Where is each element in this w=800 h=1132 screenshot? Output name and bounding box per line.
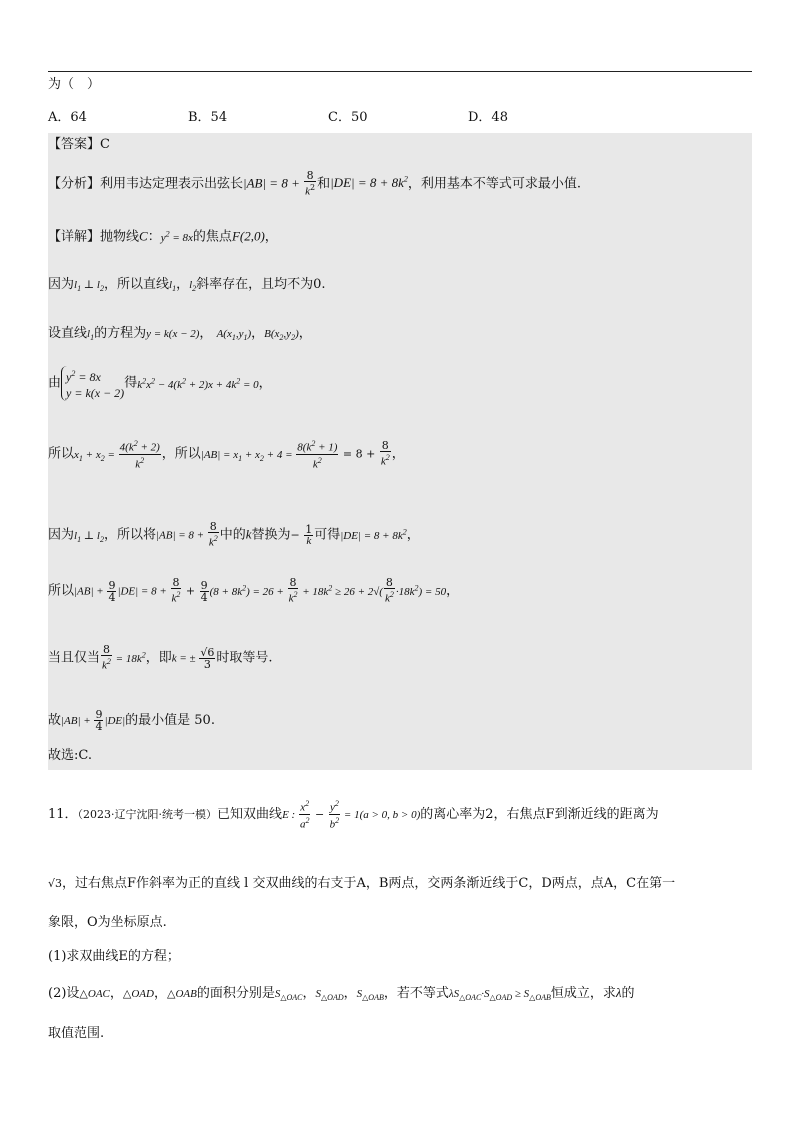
formula-de: $|DE| = 8 + 8k^2$ — [330, 175, 408, 191]
detail-line-3: 设直线$l_1$的方程为y = k(x − 2)， $A(x_1,y_1)$，$B(x_2,y_2)$， — [48, 326, 312, 343]
formula-frac: $\frac{8}{k^2}$ — [384, 576, 394, 605]
question-text: 已知双曲线 — [217, 807, 283, 822]
detail-line-8 — [48, 638, 272, 676]
formula: $S_{\triangle OAD}$ — [315, 988, 344, 1003]
formula-frac: $\frac{1}{k}$ — [305, 522, 313, 547]
formula-frac: $\frac{8}{k^2}$ — [288, 576, 298, 605]
formula: − — [311, 808, 328, 821]
formula: |AB| + — [74, 585, 107, 598]
analysis-and: 和 — [317, 176, 331, 192]
formula: $B(x_2,y_2)$ — [264, 328, 299, 343]
formula: + — [182, 584, 199, 598]
detail-text: 设直线 — [48, 326, 88, 341]
formula-frac: $\frac{9}{4}$ — [108, 578, 116, 604]
detail-text: 时取等号. — [216, 650, 273, 666]
formula: k — [245, 526, 252, 542]
question-source: （2023·辽宁沈阳·统考一模） — [77, 808, 218, 821]
detail-line-2: 因为$l_1$ ⊥ $l_2$，所以直线$l_1$，$l_2$斜率存在，且均不为0. — [48, 277, 326, 294]
formula: = 8 + — [339, 447, 379, 461]
analysis-tag: 【分析】 — [48, 176, 101, 192]
formula: F(2,0) — [231, 228, 265, 244]
formula: $(8 + 8k^2) = 26$ + — [209, 583, 287, 598]
detail-text: 因为 — [48, 527, 75, 543]
q11-part-2-tail: 取值范围. — [48, 1026, 105, 1041]
question-text: 的面积分别是 — [196, 986, 275, 1001]
formula: $l_1$ — [87, 328, 95, 343]
formula: |AB| = 8 + — [156, 529, 207, 542]
detail-text: 替换为 — [251, 527, 291, 543]
choice-line: 故选:C. — [48, 748, 92, 763]
formula: λ — [615, 985, 622, 1000]
detail-tag: 【详解】 — [48, 229, 101, 245]
question-text: ，过右焦点F作斜率为正的直线 l 交双曲线的右支于A，B两点，交两条渐近线于C，D两点，点A，C在第一 — [62, 876, 676, 891]
detail-line-1: 【详解】抛物线C：$y^2 = 8x$的焦点F(2,0)， — [48, 228, 278, 245]
formula: $y^2 = 8x$ — [160, 229, 193, 244]
detail-line-5: 所以$x_1 + x_2$ = $\frac{4(k^2 + 2)}{k^2}$ ，所以$|AB| = x_1 + x_2 + 4$ = $\frac{8(k^2 + 1)}{k^2}$ = 8 + $\frac{8}{k^2}$ ， — [48, 439, 405, 471]
formula: $\cdot 18k^2) = 50$ — [395, 583, 447, 598]
formula-frac: $\frac{8}{k^2}$ — [380, 439, 390, 468]
formula: $A(x_1,y_1)$ — [216, 328, 252, 343]
formula-frac: $\frac{9}{4}$ — [95, 708, 103, 733]
question-number: 11． — [48, 807, 78, 822]
formula-ab: |AB| = 8 + — [243, 175, 304, 191]
detail-text: 得 — [124, 375, 138, 391]
detail-text: 可得 — [314, 527, 341, 543]
detail-text: ，即 — [145, 650, 172, 666]
formula: $S_{\triangle OAB}$ — [356, 988, 384, 1003]
formula: √3 — [48, 877, 63, 890]
formula: + $18k^2 \ge 26 + 2√$( — [299, 583, 383, 598]
q11-part-1: (1)求双曲线E的方程； — [48, 949, 180, 964]
q11-part-2: (2)设△OAC，△OAD，△OAB的面积分别是$S_{\triangle OAC}$，$S_{\triangle OAD}$，$S_{\triangle OAB}$，若不等式$\lambda S_{\triangle OAC}\cdot S_{\triangle OAD} \ge S_{\triangle OAB}$恒成立，求λ的 — [48, 985, 635, 1003]
formula: $l_1$ ⊥ $l_2$ — [74, 279, 104, 294]
formula-frac: $\frac{4(k^2 + 2)}{k^2}$ — [119, 439, 160, 471]
formula: y = k(x − 2) — [146, 328, 200, 340]
formula: $l_1$ — [169, 279, 177, 294]
formula: $l_1$ ⊥ $l_2$ — [74, 529, 104, 544]
formula: $k^2x^2 - 4(k^2 + 2)x + 4k^2 = 0$ — [137, 376, 259, 392]
formula-frac: $\frac{√6}{3}$ — [200, 645, 215, 671]
detail-line-9 — [48, 704, 215, 738]
detail-text: 抛物线 — [100, 229, 140, 245]
question-text: (2)设 — [48, 986, 80, 1001]
formula: △OAC — [79, 988, 110, 1000]
detail-text: 所以 — [48, 583, 75, 599]
detail-text: 由 — [48, 375, 62, 391]
formula: $|DE| = 8 + 8k^2$ — [340, 527, 407, 542]
detail-text: 的最小值是 50. — [125, 713, 215, 728]
formula: |AB| + — [61, 715, 94, 727]
analysis-text: 利用韦达定理表示出弦长 — [100, 176, 244, 192]
detail-text: 故 — [48, 713, 62, 728]
formula-frac: $\frac{8(k^2 + 1)}{k^2}$ — [297, 439, 338, 471]
question-text: 的离心率为2，右焦点F到渐近线的距离为 — [420, 807, 659, 822]
formula: E : — [282, 809, 298, 821]
analysis-line — [48, 170, 581, 198]
detail-line-6: 因为$l_1$ ⊥ $l_2$，所以将|AB| = 8 + $\frac{8}{k^2}$ 中的k替换为− $\frac{1}{k}$ 可得$|DE| = 8 + 8k^2$， — [48, 520, 420, 549]
formula: $S_{\triangle OAC}$ — [274, 988, 303, 1003]
formula: = $18k^2$ — [112, 650, 146, 665]
formula: − — [290, 528, 304, 542]
formula-frac: $\frac{x^2}{a^2}$ — [299, 799, 310, 831]
formula: △OAB — [167, 988, 197, 1000]
detail-text: 因为 — [48, 277, 75, 292]
question-stem-tail: 为（ ） — [48, 77, 101, 92]
formula: C — [139, 228, 148, 244]
detail-text: 斜率存在，且均不为0. — [196, 277, 326, 292]
header-rule — [48, 71, 752, 72]
formula: $x_1 + x_2$ = — [74, 448, 118, 463]
answer-line: 【答案】C — [48, 137, 110, 152]
option-a: A．64 — [48, 110, 87, 125]
question-text: 的 — [621, 986, 635, 1001]
question-text: ，若不等式 — [383, 986, 449, 1001]
formula-frac: $\frac{y^2}{b^2}$ — [329, 799, 340, 831]
formula-frac: $\frac{8}{k^2}$ — [305, 169, 316, 198]
detail-text: 的焦点 — [192, 229, 232, 245]
option-b: B．54 — [188, 110, 228, 125]
question-text: 恒成立，求 — [550, 986, 616, 1001]
detail-text: 的方程为 — [94, 326, 147, 341]
option-c: C．50 — [328, 110, 368, 125]
formula: |DE| = 8 + — [117, 585, 170, 598]
detail-text: ，所以 — [161, 446, 201, 462]
formula-frac: $\frac{9}{4}$ — [200, 578, 208, 604]
detail-text: ，所以将 — [103, 527, 156, 543]
formula: $|AB| = x_1 + x_2 + 4$ = — [200, 448, 296, 463]
detail-text: 中的 — [219, 527, 246, 543]
formula: |DE| — [104, 715, 126, 727]
formula: = 1(a > 0, b > 0) — [341, 809, 421, 821]
formula-frac: $\frac{8}{k^2}$ — [208, 520, 218, 549]
detail-text: 当且仅当 — [48, 650, 101, 666]
formula: $l_2$ — [189, 279, 197, 294]
q11-line-3: 象限，O为坐标原点. — [48, 915, 167, 930]
formula-frac: $\frac{8}{k^2}$ — [171, 576, 181, 605]
detail-text: 所以 — [48, 446, 75, 462]
formula: $\lambda S_{\triangle OAC}\cdot S_{\triangle OAD} \ge S_{\triangle OAB}$ — [448, 988, 551, 1003]
detail-line-4: 由 $y^2 = 8x$ y = k(x − 2)得$k^2x^2 - 4(k^2 + 2)x + 4k^2 = 0$， — [48, 366, 272, 401]
detail-line-7: 所以|AB| + $\frac{9}{4}$ |DE| = 8 + $\frac{8}{k^2}$ + $\frac{9}{4}$ $(8 + 8k^2) = 26$ + $\frac{8}{k^2}$ + $18k^2 \ge 26 + 2√$( $\frac{8}{k^2}$ $\cdot 18k^2) = 50$， — [48, 576, 460, 605]
analysis-tail: ，利用基本不等式可求最小值. — [407, 176, 582, 192]
q11-line-1 — [48, 798, 659, 832]
formula: k = ± — [171, 652, 199, 665]
formula-frac: $\frac{8}{k^2}$ — [102, 643, 111, 672]
q11-line-2 — [48, 874, 675, 894]
equation-system: $y^2 = 8x$ y = k(x − 2) — [61, 366, 124, 401]
detail-text: ，所以直线 — [103, 277, 169, 292]
option-d: D．48 — [468, 110, 508, 125]
formula: △OAD — [122, 988, 154, 1000]
